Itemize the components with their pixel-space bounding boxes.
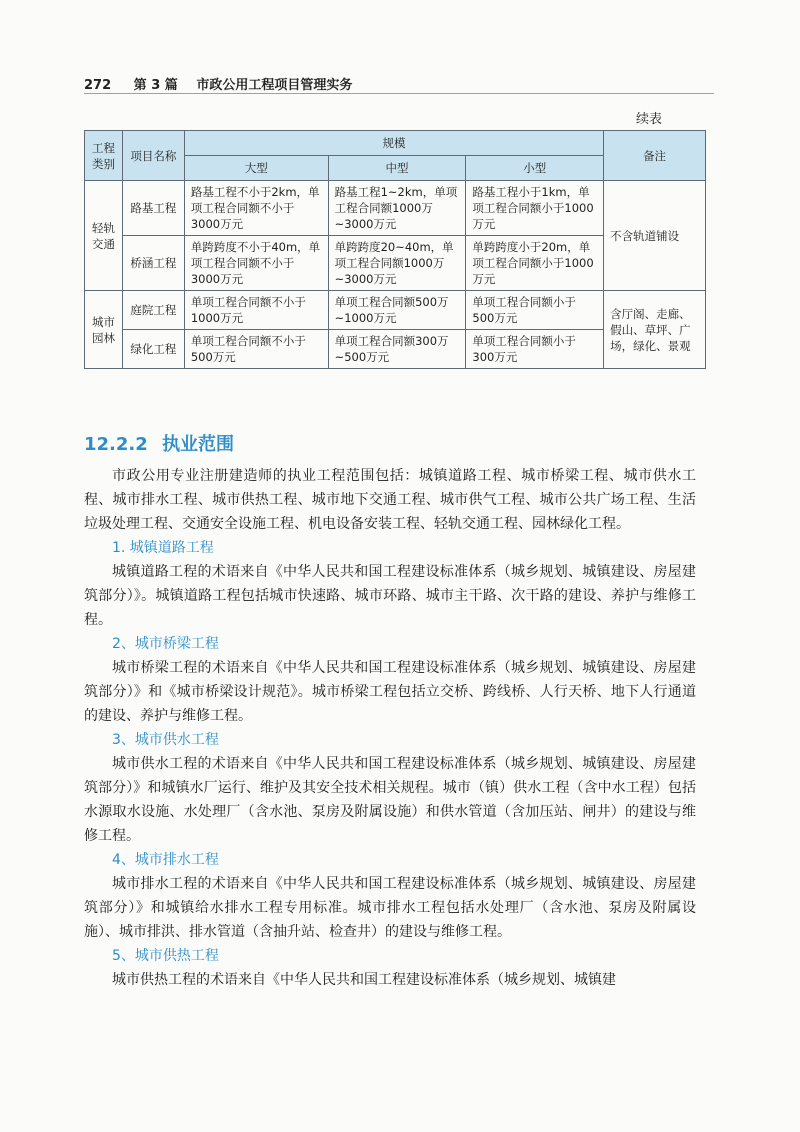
subsection-paragraph: 城市供热工程的术语来自《中华人民共和国工程建设标准体系（城乡规划、城镇建 [112, 972, 616, 988]
category-cell: 城市园林 [85, 291, 123, 369]
project-cell: 路基工程 [122, 181, 184, 236]
project-cell: 庭院工程 [122, 291, 184, 330]
header-large: 大型 [184, 156, 328, 181]
category-cell: 轻轨交通 [85, 181, 123, 291]
header-category: 工程类别 [85, 131, 123, 181]
intro-paragraph: 市政公用专业注册建造师的执业工程范围包括：城镇道路工程、城市桥梁工程、城市供水工程、城市排水工程、城市供热工程、城市地下交通工程、城市供气工程、城市公共广场工程、生活垃圾处理工程、交通安全设施工程、机电设备安装工程、轻轨交通工程、园林绿化工程。 [84, 468, 696, 532]
section-number: 12.2.2 [84, 434, 148, 455]
note-cell: 含厅阁、走廊、假山、草坪、广场，绿化、景观 [604, 291, 706, 369]
large-cell: 路基工程不小于2km，单项工程合同额不小于3000万元 [184, 181, 328, 236]
large-cell: 单项工程合同额不小于1000万元 [184, 291, 328, 330]
project-cell: 绿化工程 [122, 330, 184, 369]
small-cell: 单项工程合同额小于300万元 [466, 330, 604, 369]
small-cell: 单跨跨度小于20m，单项工程合同额小于1000万元 [466, 236, 604, 291]
subsection-paragraph: 城市桥梁工程的术语来自《中华人民共和国工程建设标准体系（城乡规划、城镇建设、房屋建筑部分）》和《城市桥梁设计规范》。城市桥梁工程包括立交桥、跨线桥、人行天桥、地下人行通道的建设、养护与维修工程。 [84, 660, 696, 724]
subsection-paragraph: 城镇道路工程的术语来自《中华人民共和国工程建设标准体系（城乡规划、城镇建设、房屋建筑部分）》。城镇道路工程包括城市快速路、城市环路、城市主干路、次干路的建设、养护与维修工程。 [84, 564, 696, 628]
section-title: 执业范围 [162, 434, 235, 455]
header-small: 小型 [466, 156, 604, 181]
header-scale: 规模 [184, 131, 603, 156]
continued-label: 续表 [636, 112, 663, 127]
note-cell: 不含轨道铺设 [604, 181, 706, 291]
subsection-heading: 5、城市供热工程 [112, 948, 219, 964]
medium-cell: 单项工程合同额300万~500万元 [328, 330, 466, 369]
page-number: 272 [84, 78, 112, 93]
page-header [84, 74, 366, 93]
header-note: 备注 [604, 131, 706, 181]
header-divider [84, 93, 714, 94]
body-text [84, 464, 696, 992]
subsection-heading: 4、城市排水工程 [112, 852, 219, 868]
small-cell: 路基工程小于1km，单项工程合同额小于1000万元 [466, 181, 604, 236]
small-cell: 单项工程合同额小于500万元 [466, 291, 604, 330]
header-project: 项目名称 [122, 131, 184, 181]
section-heading [84, 430, 234, 456]
subsection-heading: 3、城市供水工程 [112, 732, 219, 748]
medium-cell: 路基工程1~2km，单项工程合同额1000万~3000万元 [328, 181, 466, 236]
subsection-heading: 1. 城镇道路工程 [112, 540, 214, 556]
subsection-paragraph: 城市供水工程的术语来自《中华人民共和国工程建设标准体系（城乡规划、城镇建设、房屋建筑部分）》和城镇水厂运行、维护及其安全技术相关规程。城市（镇）供水工程（含中水工程）包括水源取水设施、水处理厂（含水池、泵房及附属设施）和供水管道（含加压站、闸井）的建设与维修工程。 [84, 756, 696, 844]
large-cell: 单项工程合同额不小于500万元 [184, 330, 328, 369]
large-cell: 单跨跨度不小于40m，单项工程合同额不小于3000万元 [184, 236, 328, 291]
header-medium: 中型 [328, 156, 466, 181]
medium-cell: 单跨跨度20~40m，单项工程合同额1000万~3000万元 [328, 236, 466, 291]
medium-cell: 单项工程合同额500万~1000万元 [328, 291, 466, 330]
scale-table [84, 130, 706, 369]
part-label: 第 3 篇 [133, 78, 178, 93]
subsection-heading: 2、城市桥梁工程 [112, 636, 219, 652]
table-row [85, 291, 706, 330]
subsection-paragraph: 城市排水工程的术语来自《中华人民共和国工程建设标准体系（城乡规划、城镇建设、房屋建筑部分）》和城镇给水排水工程专用标准。城市排水工程包括水处理厂（含水池、泵房及附属设施）、城市排洪、排水管道（含抽升站、检查井）的建设与维修工程。 [84, 876, 696, 940]
table-row [85, 181, 706, 236]
part-title: 市政公用工程项目管理实务 [196, 78, 353, 93]
project-cell: 桥涵工程 [122, 236, 184, 291]
